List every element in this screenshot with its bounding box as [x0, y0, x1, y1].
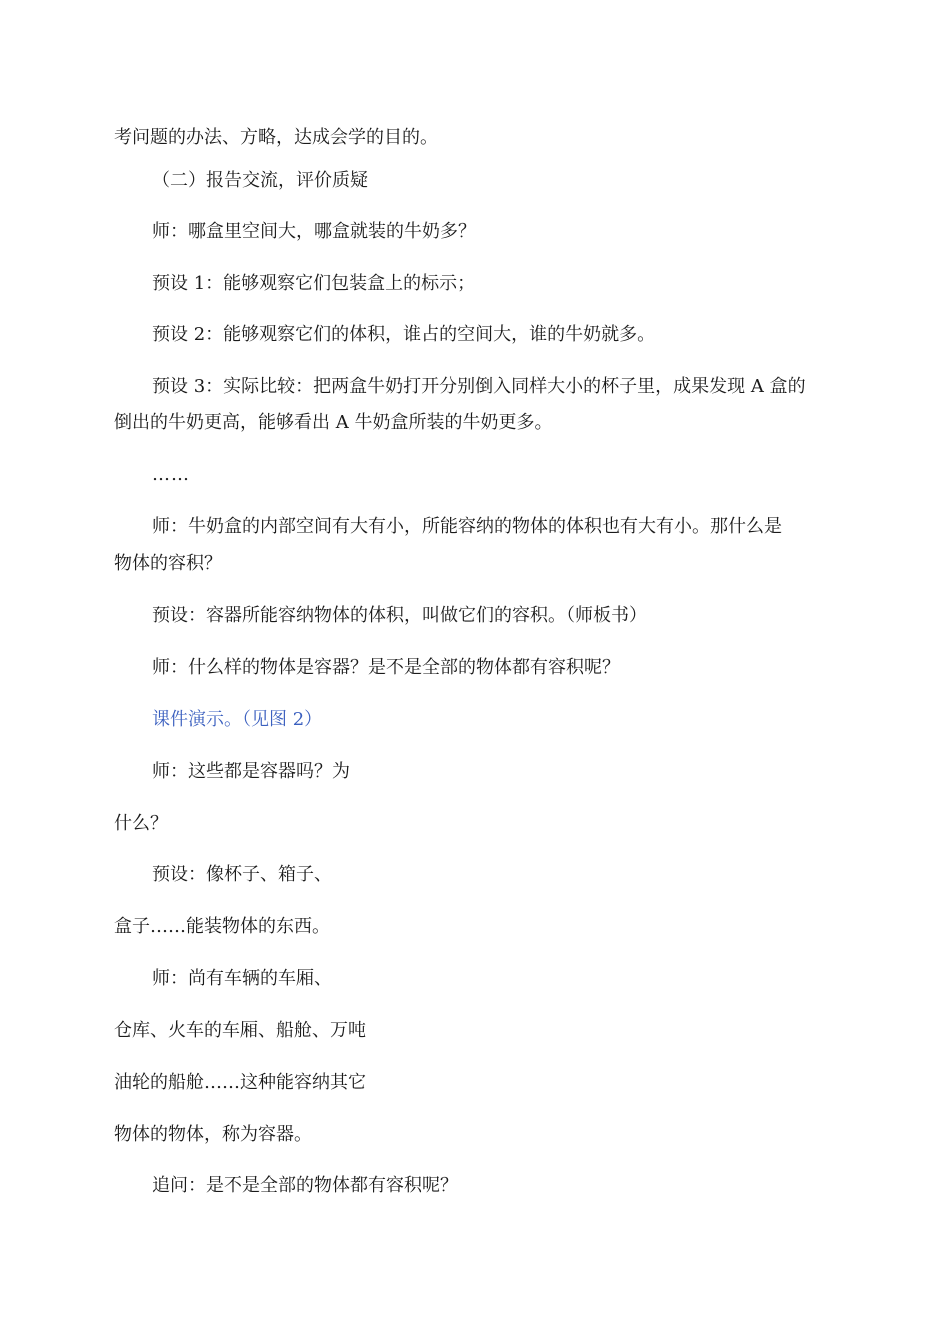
- paragraph-line: 追问：是不是全部的物体都有容积呢？: [152, 1175, 458, 1196]
- paragraph-line: 物体的容积？: [114, 553, 222, 574]
- courseware-demo-link[interactable]: 课件演示。（见图 2）: [152, 709, 323, 730]
- paragraph-line: 什么？: [114, 813, 168, 834]
- paragraph-line: 油轮的船舱……这种能容纳其它: [114, 1072, 366, 1093]
- paragraph-line: 预设：像杯子、箱子、: [152, 864, 332, 885]
- paragraph-line: 师：哪盒里空间大，哪盒就装的牛奶多？: [152, 221, 476, 242]
- paragraph-line: 预设 3：实际比较：把两盒牛奶打开分别倒入同样大小的杯子里，成果发现 A 盒的: [152, 376, 806, 397]
- paragraph-line: 预设 2：能够观察它们的体积，谁占的空间大，谁的牛奶就多。: [152, 324, 656, 345]
- paragraph-line: 物体的物体，称为容器。: [114, 1124, 312, 1145]
- section-heading: （二）报告交流，评价质疑: [152, 170, 368, 191]
- paragraph-line: 倒出的牛奶更高，能够看出 A 牛奶盒所装的牛奶更多。: [114, 412, 553, 433]
- paragraph-line: 预设 1：能够观察它们包装盒上的标示；: [152, 273, 476, 294]
- paragraph-line: 师：什么样的物体是容器？是不是全部的物体都有容积呢？: [152, 657, 620, 678]
- paragraph-line: 师：这些都是容器吗？为: [152, 761, 350, 782]
- paragraph-line: 师：尚有车辆的车厢、: [152, 968, 332, 989]
- ellipsis-line: ……: [152, 464, 190, 485]
- paragraph-line: 考问题的办法、方略，达成会学的目的。: [114, 127, 438, 148]
- paragraph-line: 仓库、火车的车厢、船舱、万吨: [114, 1020, 366, 1041]
- paragraph-line: 师：牛奶盒的内部空间有大有小，所能容纳的物体的体积也有大有小。那什么是: [152, 516, 782, 537]
- paragraph-line: 预设：容器所能容纳物体的体积，叫做它们的容积。（师板书）: [152, 605, 647, 626]
- paragraph-line: 盒子……能装物体的东西。: [114, 916, 330, 937]
